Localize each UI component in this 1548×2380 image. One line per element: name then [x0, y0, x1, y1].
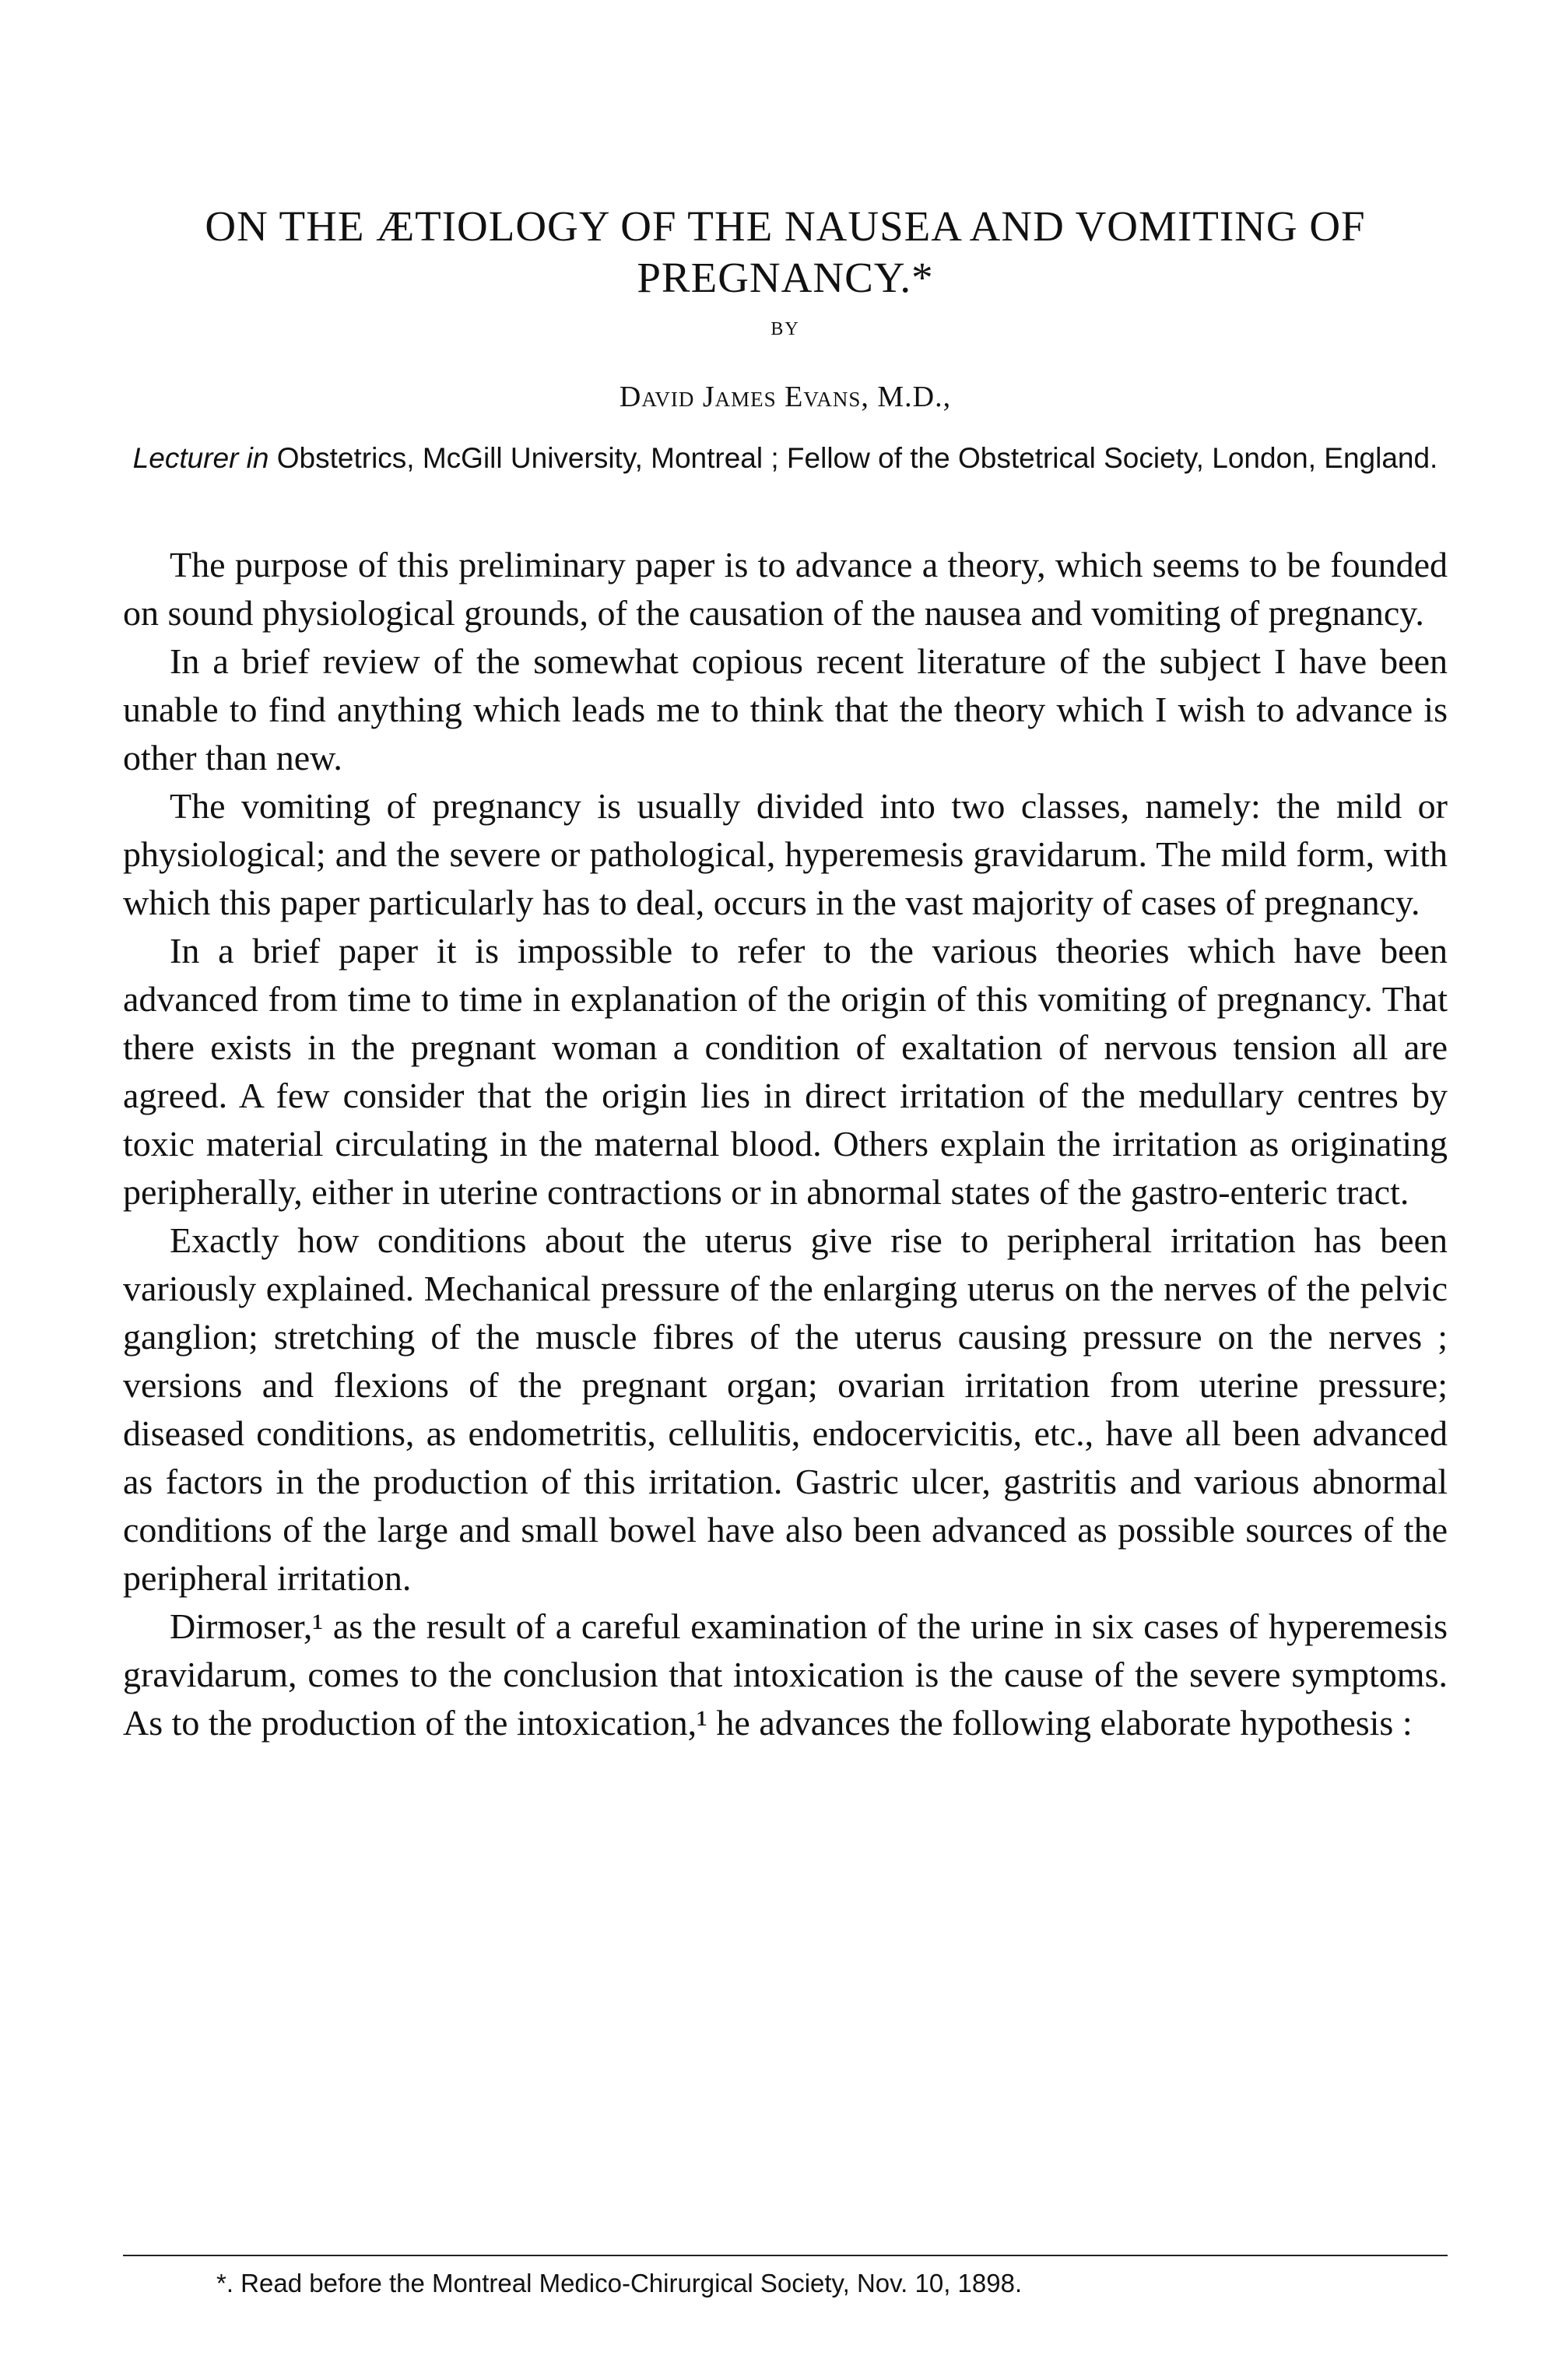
article-body	[123, 541, 1448, 1747]
paragraph: In a brief paper it is impossible to refer to the various theories which have been advanced from time to time in explanation of the origin of this vomiting of pregnancy. That there exists in the pregnant woman a condition of exaltation of nervous tension all are agreed. A few consider that the origin lies in direct irritation of the medullary centres by toxic material circulating in the maternal blood. Others explain the irritation as originating peripherally, either in uterine contractions or in abnormal states of the gastro-enteric tract.	[123, 931, 1448, 1212]
footnote: *. Read before the Montreal Medico-Chirurgical Society, Nov. 10, 1898.	[216, 2269, 1023, 2298]
paragraph: In a brief review of the somewhat copious recent literature of the subject I have been unable to find anything which leads me to think that the theory which I wish to advance is other than new.	[123, 641, 1448, 778]
paragraph: Exactly how conditions about the uterus give rise to peripheral irritation has been variously explained. Mechanical pressure of the enlarging uterus on the nerves of the pelvic ganglion; stretching of the muscle fibres of the uterus causing pressure on the nerves ; versions and flexions of the pregnant organ; ovarian irritation from uterine pressure; diseased conditions, as endometritis, cellulitis, endocervicitis, etc., have all been advanced as factors in the production of this irritation. Gastric ulcer, gastritis and various abnormal conditions of the large and small bowel have also been advanced as possible sources of the peripheral irritation.	[123, 1220, 1448, 1598]
paragraph: The purpose of this preliminary paper is to advance a theory, which seems to be founded on sound physiological grounds, of the causation of the nausea and vomiting of pregnancy.	[123, 545, 1448, 633]
footnote-divider	[123, 2255, 1448, 2256]
paragraph: The vomiting of pregnancy is usually divided into two classes, namely: the mild or physiological; and the severe or pathological, hyperemesis gravidarum. The mild form, with which this paper particularly has to deal, occurs in the vast majority of cases of pregnancy.	[123, 786, 1448, 922]
author-name: David James Evans, M.D.,	[619, 381, 952, 413]
author-affiliation	[123, 436, 1448, 481]
byline-by: BY	[770, 319, 800, 339]
affiliation-role: Lecturer in	[132, 442, 269, 474]
affiliation-rest: Obstetrics, McGill University, Montreal ; Fellow of the Obstetrical Society, London, England.	[276, 442, 1438, 474]
paragraph: Dirmoser,¹ as the result of a careful examination of the urine in six cases of hyperemesis gravidarum, comes to the conclusion that intoxication is the cause of the severe symptoms. As to the production of the intoxication,¹ he advances the following elaborate hypothesis :	[123, 1606, 1448, 1743]
article-title: ON THE ÆTIOLOGY OF THE NAUSEA AND VOMITING OF PREGNANCY.*	[205, 202, 1366, 301]
